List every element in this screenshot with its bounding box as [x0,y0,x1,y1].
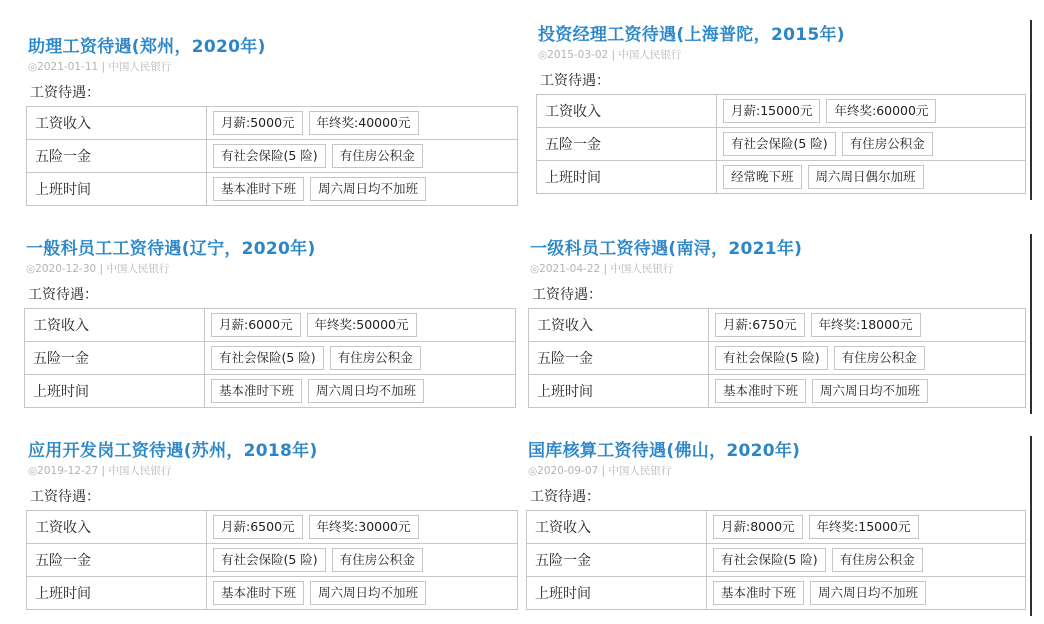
value-chip: 年终奖:30000元 [309,515,419,539]
card-title[interactable]: 投资经理工资待遇(上海普陀，2015年) [538,25,845,45]
salary-table [528,308,1026,408]
row-label: 工资收入 [27,511,207,543]
card-title[interactable]: 一般科员工工资待遇(辽宁，2020年) [26,239,316,259]
row-label: 五险一金 [537,128,717,160]
table-row [27,140,517,173]
value-chip: 年终奖:60000元 [826,99,936,123]
value-chip: 基本准时下班 [211,379,302,403]
value-chip: 年终奖:15000元 [809,515,919,539]
value-chip: 有社会保险(5 险) [713,548,826,572]
card-meta: ◎2015-03-02 | 中国人民银行 [538,49,682,61]
value-chip: 经常晚下班 [723,165,802,189]
value-chip: 月薪:6750元 [715,313,805,337]
section-label: 工资待遇： [532,287,602,303]
row-label: 上班时间 [25,375,205,407]
value-chip: 年终奖:18000元 [811,313,921,337]
value-chip: 周六周日偶尔加班 [808,165,924,189]
salary-table [536,94,1026,194]
value-chip: 周六周日均不加班 [308,379,424,403]
table-row [25,309,515,342]
row-label: 五险一金 [529,342,709,374]
salary-card [530,20,1032,200]
section-label: 工资待遇： [540,73,610,89]
value-chip: 月薪:15000元 [723,99,820,123]
card-divider [1030,436,1032,616]
row-label: 上班时间 [27,173,207,205]
value-chip: 周六周日均不加班 [310,177,426,201]
value-chip: 有社会保险(5 险) [213,548,326,572]
table-row [27,511,517,544]
table-row [25,375,515,407]
value-chip: 周六周日均不加班 [810,581,926,605]
card-meta: ◎2021-01-11 | 中国人民银行 [28,61,172,73]
salary-card [18,234,522,414]
value-chip: 基本准时下班 [715,379,806,403]
value-chip: 有住房公积金 [834,346,925,370]
table-row [529,309,1025,342]
row-label: 上班时间 [527,577,707,609]
value-chip: 月薪:6500元 [213,515,303,539]
section-label: 工资待遇： [30,85,100,101]
row-label: 上班时间 [537,161,717,193]
row-label: 工资收入 [25,309,205,341]
section-label: 工资待遇： [530,489,600,505]
salary-table [26,510,518,610]
table-row [537,95,1025,128]
row-label: 工资收入 [529,309,709,341]
card-title[interactable]: 助理工资待遇(郑州，2020年) [28,37,266,57]
row-label: 五险一金 [527,544,707,576]
salary-card [20,32,524,212]
value-chip: 基本准时下班 [713,581,804,605]
table-row [27,107,517,140]
table-row [27,173,517,205]
value-chip: 有住房公积金 [332,548,423,572]
value-chip: 有社会保险(5 险) [723,132,836,156]
card-meta: ◎2021-04-22 | 中国人民银行 [530,263,674,275]
table-row [529,342,1025,375]
salary-table [526,510,1026,610]
row-label: 五险一金 [27,544,207,576]
row-label: 工资收入 [537,95,717,127]
row-label: 五险一金 [27,140,207,172]
row-label: 上班时间 [529,375,709,407]
value-chip: 年终奖:40000元 [309,111,419,135]
row-label: 工资收入 [27,107,207,139]
card-divider [1030,20,1032,200]
value-chip: 有住房公积金 [332,144,423,168]
salary-table [24,308,516,408]
table-row [27,577,517,609]
value-chip: 有社会保险(5 险) [211,346,324,370]
salary-card [520,436,1032,616]
value-chip: 月薪:6000元 [211,313,301,337]
card-meta: ◎2020-09-07 | 中国人民银行 [528,465,672,477]
row-label: 工资收入 [527,511,707,543]
card-title[interactable]: 国库核算工资待遇(佛山，2020年) [528,441,801,461]
salary-card [522,234,1032,414]
row-label: 上班时间 [27,577,207,609]
card-meta: ◎2020-12-30 | 中国人民银行 [26,263,170,275]
table-row [27,544,517,577]
table-row [537,161,1025,193]
value-chip: 有住房公积金 [330,346,421,370]
value-chip: 有社会保险(5 险) [715,346,828,370]
row-label: 五险一金 [25,342,205,374]
card-title[interactable]: 一级科员工资待遇(南浔，2021年) [530,239,803,259]
value-chip: 基本准时下班 [213,581,304,605]
value-chip: 月薪:8000元 [713,515,803,539]
value-chip: 周六周日均不加班 [812,379,928,403]
value-chip: 有社会保险(5 险) [213,144,326,168]
card-title[interactable]: 应用开发岗工资待遇(苏州，2018年) [28,441,318,461]
value-chip: 年终奖:50000元 [307,313,417,337]
table-row [537,128,1025,161]
value-chip: 月薪:5000元 [213,111,303,135]
value-chip: 有住房公积金 [832,548,923,572]
table-row [25,342,515,375]
table-row [527,511,1025,544]
table-row [527,544,1025,577]
value-chip: 基本准时下班 [213,177,304,201]
value-chip: 有住房公积金 [842,132,933,156]
table-row [527,577,1025,609]
table-row [529,375,1025,407]
salary-card [20,436,524,616]
card-meta: ◎2019-12-27 | 中国人民银行 [28,465,172,477]
section-label: 工资待遇： [30,489,100,505]
value-chip: 周六周日均不加班 [310,581,426,605]
section-label: 工资待遇： [28,287,98,303]
card-divider [1030,234,1032,414]
salary-table [26,106,518,206]
